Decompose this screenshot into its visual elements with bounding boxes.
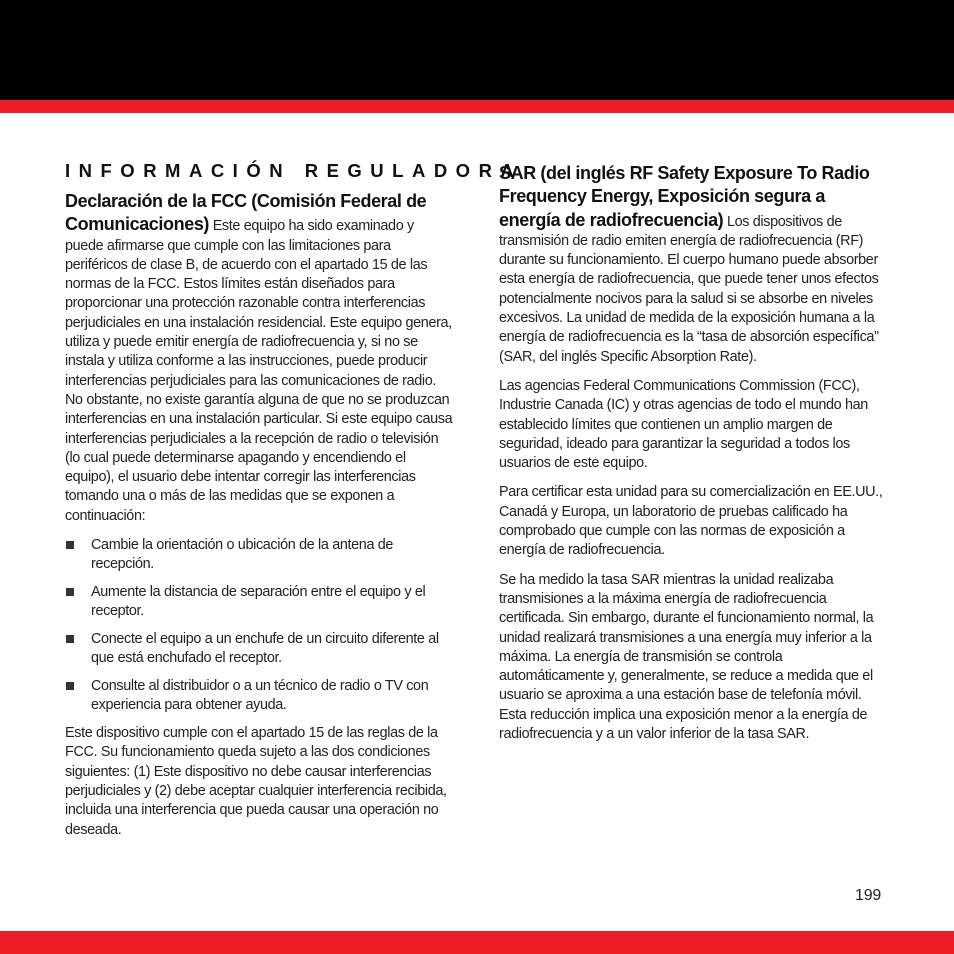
list-item <box>65 583 455 621</box>
list-item-text: Cambie la orientación o ubicación de la antena de recepción. <box>91 537 394 573</box>
list-item-text: Aumente la distancia de separación entre el equipo y el receptor. <box>91 584 426 620</box>
footer-red-band <box>0 931 954 954</box>
left-column <box>65 160 523 850</box>
sar-body: Los dispositivos de transmisión de radio emiten energía de radiofrecuencia (RF) durante su funcionamiento. El cuerpo humano puede absorber esta energía de radiofrecuencia, que puede tener unos efectos potencialmente nocivos para la salud si se absorbe en niveles excesivos. La unidad de medida de la exposición humana a la energía de radiofrecuencia es la “tasa de absorción específica” (SAR, del inglés Specific Absorption Rate). <box>499 213 879 365</box>
header-black-band <box>0 0 954 100</box>
remedy-list <box>65 536 455 715</box>
right-column <box>499 162 889 754</box>
list-item <box>65 536 455 574</box>
square-bullet-icon <box>66 541 74 549</box>
header-red-stripe <box>0 100 954 113</box>
fcc-heading: Declaración de la FCC (Comisión Federal de Comunicaciones) <box>65 191 427 235</box>
list-item-text: Consulte al distribuidor o a un técnico de radio o TV con experiencia para obtener ayuda. <box>91 678 429 714</box>
fcc-statement-paragraph <box>65 190 455 526</box>
square-bullet-icon <box>66 635 74 643</box>
square-bullet-icon <box>66 682 74 690</box>
certification-paragraph: Para certificar esta unidad para su comercialización en EE.UU., Canadá y Europa, un laboratorio de pruebas calificado ha comprobado que cumple con las normas de exposición a energía de radiofrecuencia. <box>499 484 883 559</box>
list-item <box>65 677 455 715</box>
list-item <box>65 630 455 668</box>
sar-heading: SAR (del inglés RF Safety Exposure To Radio Frequency Energy, Exposición segura a energía de radiofrecuencia) <box>499 163 870 230</box>
list-item-text: Conecte el equipo a un enchufe de un circuito diferente al que está enchufado el receptor. <box>91 631 439 667</box>
sar-measurement-paragraph: Se ha medido la tasa SAR mientras la unidad realizaba transmisiones a la máxima energía de radiofrecuencia certificada. Sin embargo, durante el funcionamiento normal, la unidad realizará transmisiones a una energía muy inferior a la máxima. La energía de transmisión se controla automáticamente y, generalmente, se reduce a medida que el usuario se aproxima a una estación base de telefonía móvil. Esta reducción implica una exposición menor a la energía de radiofrecuencia y a un valor inferior de la tasa SAR. <box>499 571 874 743</box>
section-title: INFORMACIÓN REGULADORA <box>65 160 523 181</box>
square-bullet-icon <box>66 588 74 596</box>
sar-paragraph <box>499 162 889 367</box>
page-number: 199 <box>855 887 882 904</box>
fcc-body: Este equipo ha sido examinado y puede afirmarse que cumple con las limitaciones para periféricos de clase B, de acuerdo con el apartado 15 de las normas de la FCC. Estos límites están diseñados para proporcionar una protección razonable contra interferencias perjudiciales en una instalación residencial. Este equipo genera, utiliza y puede emitir energía de radiofrecuencia y, si no se instala y utiliza conforme a las instrucciones, puede producir interferencias perjudiciales para las comunicaciones de radio. No obstante, no existe garantía alguna de que no se produzcan interferencias en una instalación particular. Si este equipo causa interferencias perjudiciales a la recepción de radio o televisión (lo cual puede determinarse apagando y encendiendo el equipo), el usuario debe intentar corregir las interferencias tomando una o más de las medidas que se exponen a continuación: <box>65 218 453 524</box>
fcc-conditions-paragraph: Este dispositivo cumple con el apartado 15 de las reglas de la FCC. Su funcionamiento queda sujeto a las dos condiciones siguientes: (1) Este dispositivo no debe causar interferencias perjudiciales y (2) debe aceptar cualquier interferencia recibida, incluida una interferencia que pueda causar una operación no deseada. <box>65 725 447 838</box>
agencies-paragraph: Las agencias Federal Communications Commission (FCC), Industrie Canada (IC) y otras agencias de todo el mundo han establecido límites que contienen un amplio margen de seguridad, ideado para garantizar la seguridad a todos los usuarios de este equipo. <box>499 377 868 472</box>
